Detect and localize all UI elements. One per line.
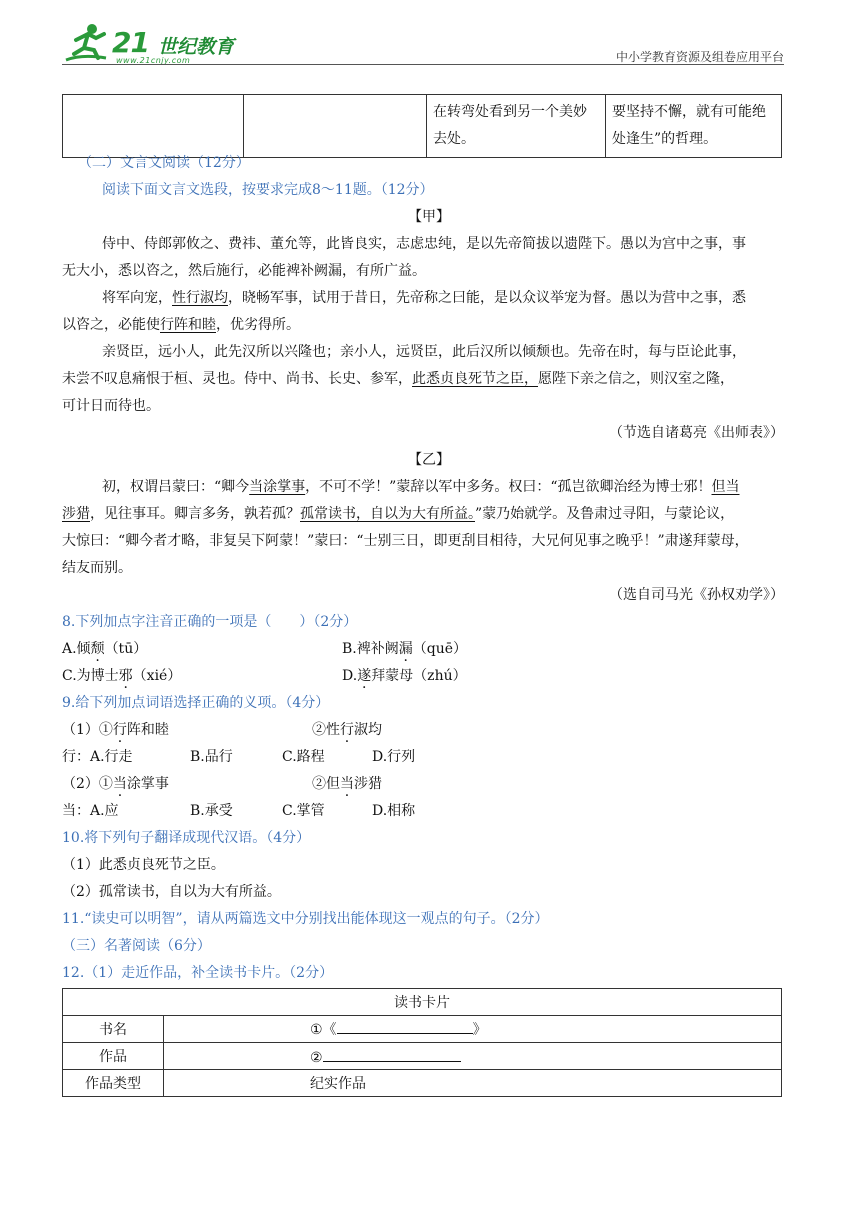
- table-cell: 在转弯处看到另一个美妙去处。: [427, 95, 606, 158]
- q9-xing-option-b: B.品行: [190, 749, 233, 765]
- logo-text: 世纪教育: [158, 36, 235, 58]
- q9-dang-option-a: 当：A.应: [62, 803, 119, 819]
- q8-option-d: D.遂拜蒙母（zhú）: [342, 668, 467, 684]
- table-row: [63, 1070, 782, 1097]
- underlined-phrase: 性行淑均: [172, 290, 228, 306]
- jia-p3-line2: 未尝不叹息痛恨于桓、灵也。侍中、尚书、长史、参军，此悉贞良死节之臣，愿陛下亲之信之，则汉室之隆，: [62, 371, 734, 387]
- label-jia: 【甲】: [408, 209, 450, 225]
- work-blank[interactable]: [323, 1047, 461, 1062]
- jia-p2-line2: 以咨之，必能使行阵和睦，优劣得所。: [62, 317, 300, 333]
- q10-item1: （1）此悉贞良死节之臣。: [62, 857, 225, 873]
- header-divider: [62, 64, 784, 65]
- jia-p1-line2: 无大小，悉以咨之，然后施行，必能裨补阙漏，有所广益。: [62, 263, 426, 279]
- q9-xing-option-a: 行：A.行走: [62, 749, 133, 765]
- logo-number: 21: [112, 26, 149, 59]
- q11-title: 11.“读史可以明智”，请从两篇选文中分别找出能体现这一观点的句子。（2分）: [62, 911, 549, 927]
- card-value-type: 纪实作品: [164, 1070, 782, 1097]
- q8-option-b: B.裨补阙漏（quē）: [342, 641, 468, 657]
- underlined-phrase: 行阵和睦: [160, 317, 216, 333]
- section2-title: （二）文言文阅读（12分）: [78, 155, 250, 171]
- card-label-work: 作品: [63, 1043, 164, 1070]
- q9-dang-option-c: C.掌管: [282, 803, 325, 819]
- q9-title: 9.给下列加点词语选择正确的义项。（4分）: [62, 695, 330, 711]
- table-row: [63, 1043, 782, 1070]
- underlined-phrase: 但当: [711, 479, 740, 495]
- card-title: 读书卡片: [63, 989, 782, 1016]
- yi-line4: 结友而别。: [62, 560, 132, 576]
- q9-item1a: （1）①行阵和睦: [62, 722, 169, 738]
- table-row: [63, 95, 782, 158]
- yi-line1: 初，权谓吕蒙曰：“卿今当涂掌事，不可不学！”蒙辞以军中多务。权曰：“孤岂欲卿治经为博士邪！但当: [102, 479, 740, 495]
- section2-instruction: 阅读下面文言文选段，按要求完成8～11题。（12分）: [102, 182, 434, 198]
- q9-item2a: （2）①当涂掌事: [62, 776, 169, 792]
- book-title-blank[interactable]: [337, 1019, 473, 1034]
- card-label-book: 书名: [63, 1016, 164, 1043]
- underlined-phrase: 当涂掌事: [249, 479, 306, 495]
- section3-title: （三）名著阅读（6分）: [62, 938, 211, 954]
- label-yi: 【乙】: [408, 452, 450, 468]
- jia-p2-line1: 将军向宠，性行淑均，晓畅军事，试用于昔日，先帝称之曰能，是以众议举宠为督。愚以为营中之事，悉: [102, 290, 746, 306]
- yi-line2: 涉猎，见往事耳。卿言多务，孰若孤？孤常读书，自以为大有所益。”蒙乃始就学。及鲁肃过寻阳，与蒙论议，: [62, 506, 735, 522]
- q10-item2: （2）孤常读书，自以为大有所益。: [62, 884, 281, 900]
- card-value-book[interactable]: ①《 》: [164, 1016, 782, 1043]
- table-row: [63, 989, 782, 1016]
- q8-option-c: C.为博士邪（xié）: [62, 668, 182, 684]
- previous-answer-table: [62, 94, 782, 158]
- logo-url: www.21cnjy.com: [116, 56, 191, 65]
- q9-dang-option-d: D.相称: [372, 803, 416, 819]
- jia-p1-line1: 侍中、侍郎郭攸之、费祎、董允等，此皆良实，志虑忠纯，是以先帝简拔以遗陛下。愚以为宫中之事，事: [102, 236, 746, 252]
- runner-logo-icon: [62, 20, 112, 64]
- q10-title: 10.将下列句子翻译成现代汉语。（4分）: [62, 830, 311, 846]
- underlined-phrase: 孤常读书，自以为大有所益。: [300, 506, 475, 522]
- q8-option-a: A.倾颓（tū）: [62, 641, 148, 657]
- reading-card-table: [62, 988, 782, 1097]
- table-cell: [244, 95, 427, 158]
- q9-item1b: ②性行淑均: [312, 722, 382, 738]
- q12-title: 12.（1）走近作品，补全读书卡片。（2分）: [62, 965, 334, 981]
- logo: [62, 20, 242, 64]
- table-row: [63, 1016, 782, 1043]
- card-label-type: 作品类型: [63, 1070, 164, 1097]
- underlined-phrase: 涉猎: [62, 506, 90, 522]
- jia-p3-line1: 亲贤臣，远小人，此先汉所以兴隆也；亲小人，远贤臣，此后汉所以倾颓也。先帝在时，每与臣论此事，: [102, 344, 746, 360]
- table-cell: 要坚持不懈，就有可能绝处逢生”的哲理。: [606, 95, 782, 158]
- jia-p3-line3: 可计日而待也。: [62, 398, 160, 414]
- table-cell: [63, 95, 244, 158]
- underlined-phrase: 此悉贞良死节之臣，: [412, 371, 538, 387]
- q9-item2b: ②但当涉猎: [312, 776, 382, 792]
- source-jia: （节选自诸葛亮《出师表》）: [609, 425, 784, 441]
- header-platform-text: 中小学教育资源及组卷应用平台: [615, 50, 784, 64]
- q9-xing-option-c: C.路程: [282, 749, 325, 765]
- q8-title: 8.下列加点字注音正确的一项是（ ）（2分）: [62, 614, 358, 630]
- source-yi: （选自司马光《孙权劝学》）: [609, 587, 784, 603]
- card-value-work[interactable]: ②: [164, 1043, 782, 1070]
- yi-line3: 大惊曰：“卿今者才略，非复吴下阿蒙！”蒙曰：“士别三日，即更刮目相待，大兄何见事之晚乎！”肃遂拜蒙母，: [62, 533, 749, 549]
- q9-dang-option-b: B.承受: [190, 803, 233, 819]
- q9-xing-option-d: D.行列: [372, 749, 416, 765]
